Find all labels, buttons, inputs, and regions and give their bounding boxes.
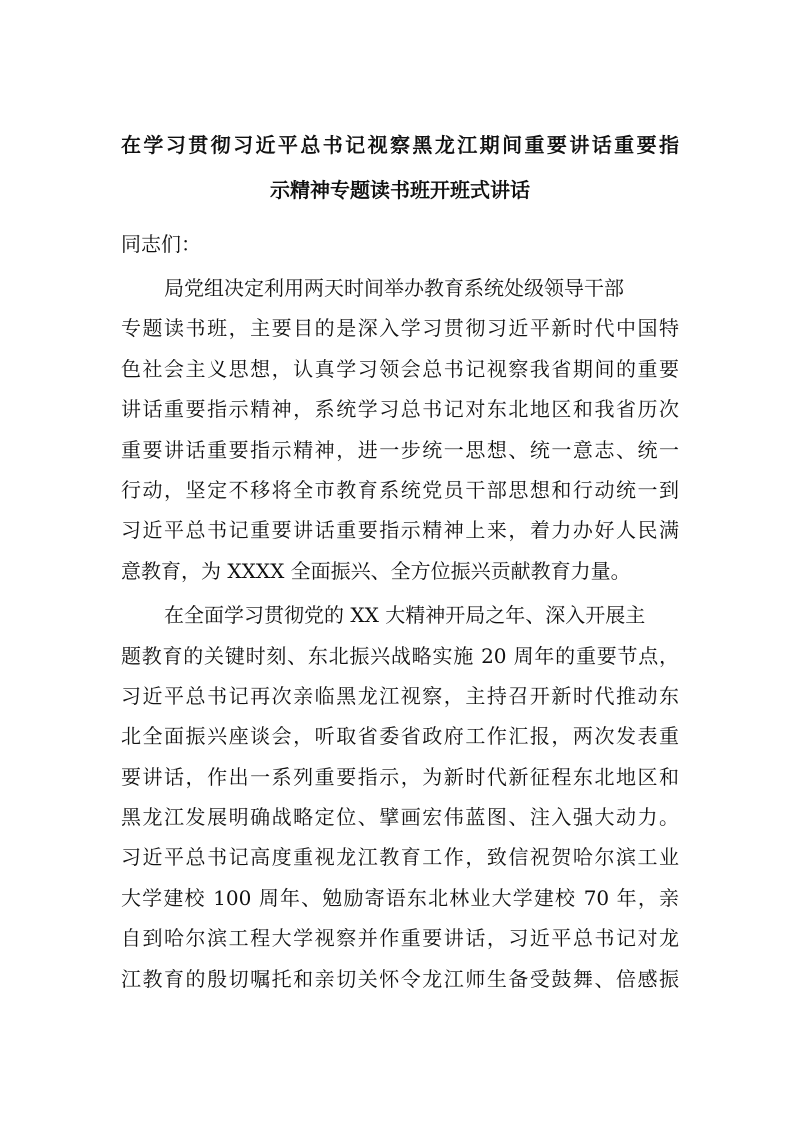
greeting: 同志们： bbox=[121, 232, 201, 256]
paragraph-line: 专题读书班，主要目的是深入学习贯彻习近平新时代中国特 bbox=[121, 316, 679, 341]
paragraph-line: 习近平总书记高度重视龙江教育工作，致信祝贺哈尔滨工业 bbox=[121, 845, 679, 870]
paragraph-line: 要讲话，作出一系列重要指示，为新时代新征程东北地区和 bbox=[121, 764, 679, 789]
paragraph-line: 在全面学习贯彻党的 XX 大精神开局之年、深入开展主 bbox=[164, 603, 646, 628]
paragraph-line: 重要讲话重要指示精神，进一步统一思想、统一意志、统一 bbox=[121, 437, 679, 462]
paragraph-line: 局党组决定利用两天时间举办教育系统处级领导干部 bbox=[164, 276, 624, 300]
paragraph-line: 色社会主义思想，认真学习领会总书记视察我省期间的重要 bbox=[121, 356, 679, 381]
document-title-line-2: 示精神专题读书班开班式讲话 bbox=[270, 178, 530, 202]
paragraph-2 bbox=[121, 601, 679, 1005]
paragraph-line: 自到哈尔滨工程大学视察并作重要讲话，习近平总书记对龙 bbox=[121, 926, 679, 951]
paragraph-line: 讲话重要指示精神，系统学习总书记对东北地区和我省历次 bbox=[121, 397, 679, 422]
paragraph-line: 江教育的殷切嘱托和亲切关怀令龙江师生备受鼓舞、倍感振 bbox=[121, 966, 679, 991]
document-title-line-1: 在学习贯彻习近平总书记视察黑龙江期间重要讲话重要指 bbox=[121, 133, 679, 157]
paragraph-line: 行动，坚定不移将全市教育系统党员干部思想和行动统一到 bbox=[121, 477, 679, 502]
paragraph-1 bbox=[121, 274, 679, 597]
paragraph-line: 习近平总书记重要讲话重要指示精神上来，着力办好人民满 bbox=[121, 518, 679, 543]
document-body bbox=[121, 230, 679, 1005]
paragraph-line: 习近平总书记再次亲临黑龙江视察，主持召开新时代推动东 bbox=[121, 683, 679, 708]
paragraph-line: 题教育的关键时刻、东北振兴战略实施 20 周年的重要节点， bbox=[121, 643, 679, 668]
paragraph-line: 意教育，为 XXXX 全面振兴、全方位振兴贡献教育力量。 bbox=[121, 558, 631, 583]
paragraph-line: 北全面振兴座谈会，听取省委省政府工作汇报，两次发表重 bbox=[121, 724, 679, 749]
paragraph-line: 黑龙江发展明确战略定位、擘画宏伟蓝图、注入强大动力。 bbox=[121, 805, 679, 830]
paragraph-line: 大学建校 100 周年、勉励寄语东北林业大学建校 70 年，亲 bbox=[121, 885, 679, 910]
